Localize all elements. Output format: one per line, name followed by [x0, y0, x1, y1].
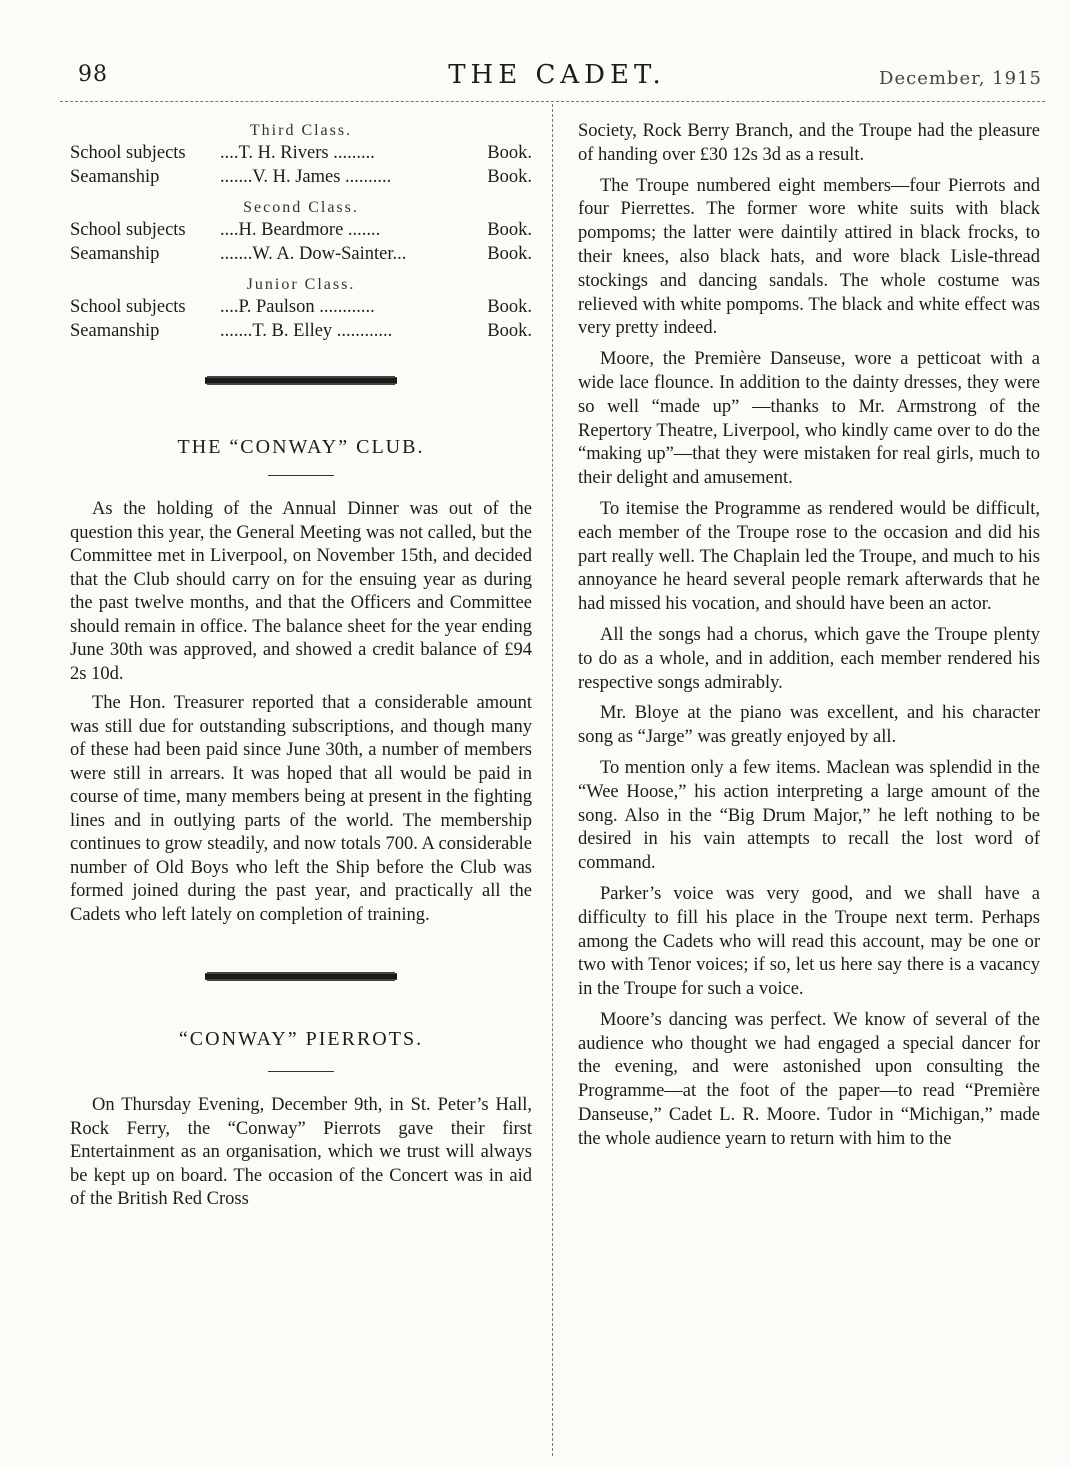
column-divider	[552, 104, 553, 1456]
section-divider	[205, 377, 397, 384]
title-underline	[268, 1071, 334, 1072]
prize-winner: .......V. H. James ..........	[220, 167, 392, 187]
right-column	[578, 120, 1040, 1159]
pierrots-paragraph: To mention only a few items. Maclean was splendid in the “Wee Hoose,” his action interpreting a large amount of the song. Also in the “Big Drum Major,” he left nothing to be desired in his vain attempts to recall the lost word of command.	[578, 757, 1040, 874]
prize-subject: School subjects	[70, 220, 186, 240]
prize-winner: ....T. H. Rivers .........	[220, 143, 375, 163]
prize-row	[70, 218, 532, 242]
club-paragraph: As the holding of the Annual Dinner was out of the question this year, the General Meeting was not called, but the Committee met in Liverpool, on November 15th, and decided that the Club should carry on for the ensuing year as during the past twelve months, and that the Officers and Committee should remain in office. The balance sheet for the year ending June 30th was approved, and showed a credit balance of £94 2s 10d.	[70, 499, 532, 684]
prize-award: Book.	[487, 143, 532, 163]
prize-award: Book.	[487, 321, 532, 341]
prize-row	[70, 242, 532, 266]
title-underline	[268, 475, 334, 476]
header-rule	[60, 101, 1045, 102]
class-title: Second Class.	[243, 199, 359, 216]
class-title: Third Class.	[249, 122, 353, 139]
pierrots-paragraph: On Thursday Evening, December 9th, in St. Peter’s Hall, Rock Ferry, the “Conway” Pierrots gave their first Entertainment as an organisation, which we trust will always be kept up on board. The occasion of the Concert was in aid of the British Red Cross	[70, 1095, 532, 1209]
club-section-title: THE “CONWAY” CLUB.	[177, 436, 425, 458]
prize-winner: ....H. Beardmore .......	[220, 220, 381, 240]
pierrots-section-title: “CONWAY” PIERROTS.	[178, 1028, 424, 1050]
pierrots-paragraph: All the songs had a chorus, which gave the Troupe plenty to do as a whole, and in addition, each member rendered his respective songs admirably.	[578, 624, 1040, 693]
prize-row	[70, 319, 532, 343]
prize-award: Book.	[487, 244, 532, 264]
prize-class	[70, 276, 532, 343]
left-column	[70, 118, 532, 1218]
page-number: 98	[78, 62, 108, 87]
pierrots-paragraph: Society, Rock Berry Branch, and the Troupe had the pleasure of handing over £30 12s 3d as a result.	[578, 121, 1040, 165]
prize-award: Book.	[487, 220, 532, 240]
prize-class	[70, 199, 532, 266]
pierrots-paragraph: Moore, the Première Danseuse, wore a petticoat with a wide lace flounce. In addition to the dainty dresses, they were so well “made up” —thanks to Mr. Armstrong of the Repertory Theatre, Liverpool, who kindly came over to do the “making up”—that they were mistaken for real girls, much to their delight and amusement.	[578, 349, 1040, 489]
prize-row	[70, 141, 532, 165]
prize-row	[70, 165, 532, 189]
prize-subject: School subjects	[70, 297, 186, 317]
pierrots-paragraph: Parker’s voice was very good, and we shall have a difficulty to fill his place in the Troupe next term. Perhaps among the Cadets who will read this account, may be one or two with Tenor voices; if so, let us here say there is a vacancy in the Troupe for such a voice.	[578, 883, 1040, 1000]
prize-winner: ....P. Paulson ............	[220, 297, 375, 317]
publication-title: THE CADET.	[448, 60, 666, 90]
pierrots-paragraph: The Troupe numbered eight members—four Pierrots and four Pierrettes. The former wore white suits with black pompoms; the latter were daintily attired in black frocks, to their knees, also black hats, and wore black Lisle-thread stockings and dancing sandals. The whole costume was relieved with white pompoms. The black and white effect was very pretty indeed.	[578, 175, 1040, 339]
prize-award: Book.	[487, 167, 532, 187]
pierrots-paragraph: To itemise the Programme as rendered would be difficult, each member of the Troupe rose to the occasion and did his part really well. The Chaplain led the Troupe, and much to his annoyance he heard several people remark afterwards that he had missed his vocation, and should have been an actor.	[578, 498, 1040, 615]
prize-winner: .......T. B. Elley ............	[220, 321, 393, 341]
class-title: Junior Class.	[246, 276, 356, 293]
pierrots-paragraph: Moore’s dancing was perfect. We know of several of the audience who thought we had engaged a special dancer for the evening, and were astonished upon consulting the Programme—at the foot of the paper—to read “Première Danseuse,” Cadet L. R. Moore. Tudor in “Michigan,” made the whole audience yearn to return with him to the	[578, 1009, 1040, 1149]
prize-row	[70, 295, 532, 319]
club-paragraph: The Hon. Treasurer reported that a considerable amount was still due for outstanding subscriptions, and though many of these had been paid since June 30th, a number of members were still in arrears. It was hoped that all would be paid in course of time, many members being at present in the fighting lines and in outlying parts of the world. The membership continues to grow steadily, and now totals 700. A considerable number of Old Boys who left the Ship before the Club was formed joined during the past year, and practically all the Cadets who left lately on completion of training.	[70, 693, 532, 925]
prize-subject: Seamanship	[70, 167, 160, 187]
prize-subject: Seamanship	[70, 244, 160, 264]
section-divider	[205, 973, 397, 980]
prize-award: Book.	[487, 297, 532, 317]
pierrots-paragraph: Mr. Bloye at the piano was excellent, and his character song as “Jarge” was greatly enjoyed by all.	[578, 703, 1040, 748]
page-header	[72, 58, 1042, 98]
prize-list	[70, 122, 532, 343]
prize-winner: .......W. A. Dow-Sainter...	[220, 244, 407, 264]
issue-date: December, 1915	[879, 68, 1042, 89]
prize-subject: School subjects	[70, 143, 186, 163]
prize-class	[70, 122, 532, 189]
prize-subject: Seamanship	[70, 321, 160, 341]
